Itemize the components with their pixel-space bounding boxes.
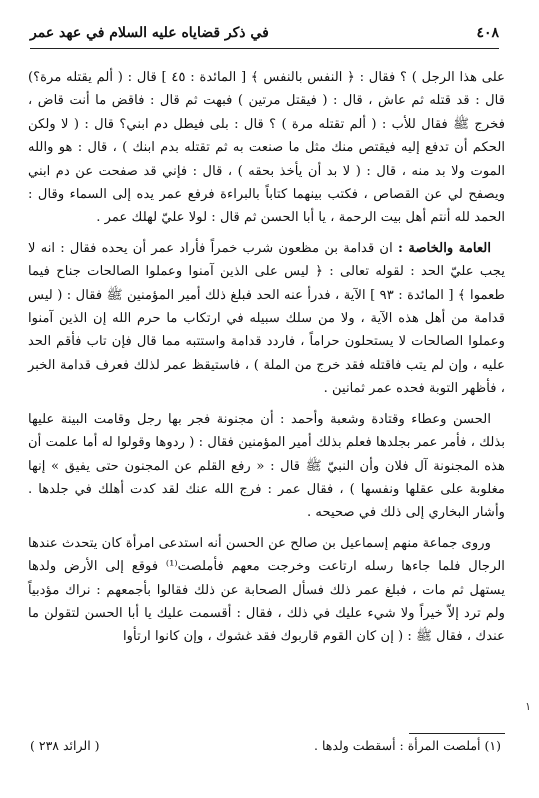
footnote: (١) أملصت المرأة : أسقطت ولدها . — [314, 738, 501, 753]
page-header — [30, 18, 499, 49]
paragraph-text: الحسن وعطاء وقتادة وشعبة وأحمد : أن مجنونة فجر بها رجل وقامت البينة عليها بذلك ، فأمر عمر بجلدها فعلم بذلك أمير المؤمنين فقال : ( ردوها وقولوا له أما علمت أن هذه المجنونة آل فلان وأن النبيّ ﷺ قال : « رفع القلم عن المجنون حتى يفيق » إنها مغلوبة على عقلها ونفسها ) ، فقال عمر : فرج الله عنك لقد كدت أهلك في جلدها . وأشار البخاري إلى ذلك في صحيحه . — [28, 411, 505, 521]
paragraph-text: على هذا الرجل ) ؟ فقال : ﴿ النفس بالنفس ﴾ [ المائدة : ٤٥ ] قال : ( ألم يقتله مرة؟) قال : قد قتله ثم عاش ، قال : ( فيقتل مرتين ) فبهت ثم قال : فاقض ما أنت قاض ، فخرج ﷺ فقال للأب : ( ألم تقتله مرة ) ؟ قال : بلى فيطل دم ابني؟ قال : ( لا ولكن الحكم أن تدفع إليه فيقتص منك مثل ما صنعت به ثم تقتله بدم ابنك ) ، قال : هو والله الموت ولا بد منه ، قال : ( لا بد أن يأخذ بحقه ) ، قال : فإني قد صفحت عن دم ابني ويصفح لي عن القصاص ، فكتب بينهما كتاباً بالبراءة فرفع عمر يده إلى السماء وقال : الحمد لله أنتم أهل بيت الرحمة ، يا أبا الحسن ثم قال : لولا عليّ لهلك عمر . — [28, 70, 505, 226]
main-text — [28, 66, 505, 649]
paragraph — [28, 237, 505, 401]
paragraph — [28, 408, 505, 525]
page-footer — [30, 738, 501, 753]
paragraph-text: وروى جماعة منهم إسماعيل بن صالح عن الحسن أنه استدعى امرأة كان يتحدث عندها الرجال فلما جاءها رسله ارتاعت وخرجت معهم فأملصت⁽¹⁾ فوقع إلى الأرض ولدها يستهل ثم مات ، فبلغ عمر ذلك فسأل الصحابة عن ذلك فقالوا بأجمعهم : نراك مؤدبياً ولم ترد إلاّ خيراً ولا شيء عليك في ذلك ، فقال : أقسمت عليك يا أبا الحسن لتقولن ما عندك ، فقال ﷺ : ( إن كان القوم قاربوك فقد غشوك ، وإن كانوا ارتأوا — [28, 535, 505, 645]
footnote-separator — [409, 733, 505, 734]
footer-code: ( الرائد ٢٣٨ ) — [30, 738, 100, 753]
paragraph — [28, 532, 505, 649]
page-number: ٤٠٨ — [476, 25, 499, 41]
paragraph-lead: العامة والخاصة : — [397, 240, 491, 256]
paragraph — [28, 66, 505, 230]
running-title: في ذكر قضاياه عليه السلام في عهد عمر — [30, 25, 269, 41]
paragraph-text: ان قدامة بن مظعون شرب خمراً فأراد عمر أن يحده فقال : انه لا يجب عليّ الحد : لقوله تعالى : ﴿ ليس على الذين آمنوا وعملوا الصالحات جناح فيما طعموا ﴾ [ المائدة : ٩٣ ] الآية ، فدرأ عنه الحد فبلغ ذلك أمير المؤمنين ﷺ فقال : ( ليس قدامة من أهل هذه الآية ، ولا من سلك سبيله في ارتكاب ما حرم الله إن الذين آمنوا وعملوا الصالحات لا يستحلون حراماً ، فاردد قدامة واستتبه مما قال فإن تاب فأقم الحد عليه ، وإن لم يتب فاقتله فقد خرج من الملة ) ، فاستيقظ عمر لذلك فعرف قدامة الخبر ، فأظهر التوبة فحده عمر ثمانين . — [28, 240, 506, 397]
margin-mark: ١ — [525, 700, 531, 713]
